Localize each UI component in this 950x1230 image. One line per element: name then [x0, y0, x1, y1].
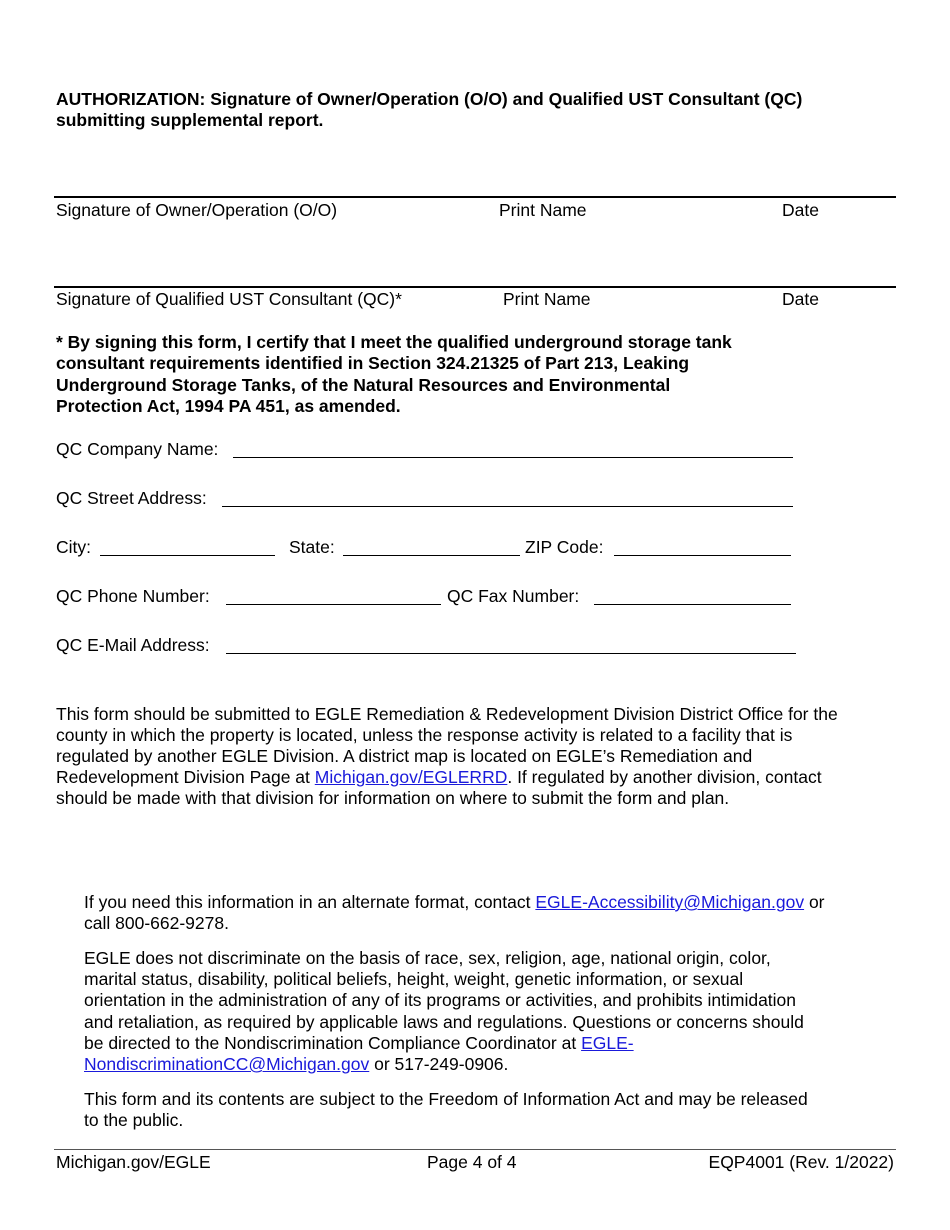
zip-field[interactable]: [614, 555, 791, 556]
footer-form-id: EQP4001 (Rev. 1/2022): [708, 1152, 894, 1172]
submission-line4-post: . If regulated by another division, contact: [507, 767, 822, 787]
city-field[interactable]: [100, 555, 275, 556]
qc-street-label: QC Street Address:: [56, 488, 207, 508]
footer-divider: [54, 1149, 896, 1150]
nondiscrimination-email-link-part2[interactable]: NondiscriminationCC@Michigan.gov: [84, 1054, 370, 1074]
oo-signature-line[interactable]: [54, 196, 896, 198]
submission-line1: This form should be submitted to EGLE Remediation & Redevelopment Division District Office for the: [56, 704, 838, 724]
qc-company-field[interactable]: [233, 457, 793, 458]
qc-email-field[interactable]: [226, 653, 796, 654]
certification-line4: Protection Act, 1994 PA 451, as amended.: [56, 396, 401, 416]
state-field[interactable]: [343, 555, 520, 556]
qc-signature-label: Signature of Qualified UST Consultant (QC)*: [56, 289, 402, 309]
nondiscrimination-line1: EGLE does not discriminate on the basis of race, sex, religion, age, national origin, color,: [84, 948, 771, 968]
certification-line1: * By signing this form, I certify that I meet the qualified underground storage tank: [56, 332, 732, 352]
submission-line3: regulated by another EGLE Division. A district map is located on EGLE’s Remediation and: [56, 746, 753, 766]
egle-rrd-link[interactable]: Michigan.gov/EGLERRD: [314, 767, 508, 787]
nondiscrimination-line6-post: or 517-249-0906.: [369, 1054, 509, 1074]
qc-fax-field[interactable]: [594, 604, 791, 605]
certification-line2: consultant requirements identified in Section 324.21325 of Part 213, Leaking: [56, 353, 690, 373]
foia-line2: to the public.: [84, 1110, 184, 1130]
qc-print-name-label: Print Name: [503, 289, 591, 309]
certification-line3: Underground Storage Tanks, of the Natural Resources and Environmental: [56, 375, 671, 395]
accessibility-line1: [84, 892, 825, 913]
submission-line2: county in which the property is located, unless the response activity is related to a facility that is: [56, 725, 793, 745]
city-label: City:: [56, 537, 91, 557]
accessibility-email-link[interactable]: EGLE-Accessibility@Michigan.gov: [535, 892, 805, 912]
submission-line4: [56, 767, 822, 788]
nondiscrimination-line6: [84, 1054, 508, 1075]
authorization-heading-line2: submitting supplemental report.: [56, 110, 324, 130]
oo-print-name-label: Print Name: [499, 200, 587, 220]
accessibility-post: or: [804, 892, 825, 912]
oo-date-label: Date: [782, 200, 819, 220]
state-label: State:: [289, 537, 335, 557]
qc-email-label: QC E-Mail Address:: [56, 635, 210, 655]
qc-company-label: QC Company Name:: [56, 439, 219, 459]
nondiscrimination-email-link-part1[interactable]: EGLE-: [581, 1033, 634, 1053]
authorization-heading-line1: AUTHORIZATION: Signature of Owner/Operation (O/O) and Qualified UST Consultant (QC): [56, 89, 803, 109]
qc-fax-label: QC Fax Number:: [447, 586, 580, 606]
qc-signature-line[interactable]: [54, 286, 896, 288]
accessibility-line2: call 800-662-9278.: [84, 913, 229, 933]
qc-date-label: Date: [782, 289, 819, 309]
submission-line5: should be made with that division for information on where to submit the form and plan.: [56, 788, 730, 808]
zip-label: ZIP Code:: [525, 537, 604, 557]
nondiscrimination-line3: orientation in the administration of any of its programs or activities, and prohibits intimidation: [84, 990, 797, 1010]
accessibility-pre: If you need this information in an alternate format, contact: [84, 892, 536, 912]
oo-signature-label: Signature of Owner/Operation (O/O): [56, 200, 338, 220]
nondiscrimination-line2: marital status, disability, political beliefs, height, weight, genetic information, or sexual: [84, 969, 744, 989]
nondiscrimination-line5: [84, 1033, 634, 1054]
nondiscrimination-line4: and retaliation, as required by applicable laws and regulations. Questions or concerns should: [84, 1012, 804, 1032]
footer-website: Michigan.gov/EGLE: [56, 1152, 211, 1172]
footer-page-number: Page 4 of 4: [427, 1152, 517, 1172]
qc-phone-label: QC Phone Number:: [56, 586, 210, 606]
qc-street-field[interactable]: [222, 506, 793, 507]
foia-line1: This form and its contents are subject to the Freedom of Information Act and may be released: [84, 1089, 808, 1109]
qc-phone-field[interactable]: [226, 604, 441, 605]
nondiscrimination-line5-pre: be directed to the Nondiscrimination Compliance Coordinator at: [84, 1033, 582, 1053]
submission-line4-pre: Redevelopment Division Page at: [56, 767, 315, 787]
